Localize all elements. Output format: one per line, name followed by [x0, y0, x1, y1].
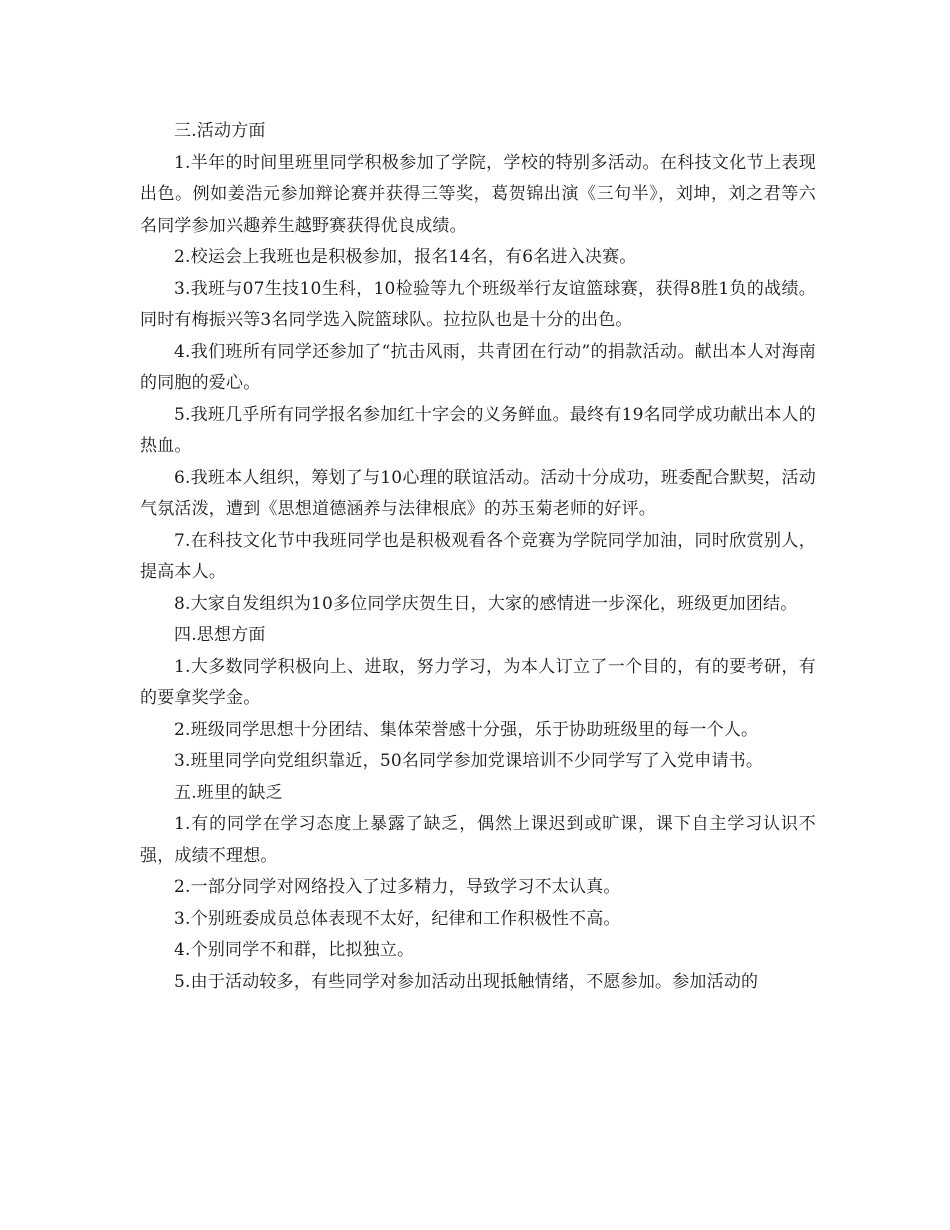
paragraph-item: 6.我班本人组织，筹划了与10心理的联谊活动。活动十分成功，班委配合默契，活动气氛活泼，遭到《思想道德涵养与法律根底》的苏玉菊老师的好评。	[140, 467, 816, 519]
paragraph-item: 3.我班与07生技10生科，10检验等九个班级举行友谊篮球赛，获得8胜1负的战绩。同时有梅振兴等3名同学选入院篮球队。拉拉队也是十分的出色。	[140, 278, 816, 330]
paragraph-item: 4.个别同学不和群，比拟独立。	[174, 940, 415, 960]
document-body	[140, 116, 816, 998]
paragraph-item: 3.班里同学向党组织靠近，50名同学参加党课培训不少同学写了入党申请书。	[174, 751, 764, 771]
paragraph-item: 8.大家自发组织为10多位同学庆贺生日，大家的感情进一步深化，班级更加团结。	[174, 593, 798, 614]
section-heading-shortcomings: 五.班里的缺乏	[174, 782, 283, 803]
paragraph-item: 1.有的同学在学习态度上暴露了缺乏，偶然上课迟到或旷课，课下自主学习认识不强，成绩不理想。	[140, 814, 816, 866]
paragraph-item: 2.班级同学思想十分团结、集体荣誉感十分强，乐于协助班级里的每一个人。	[174, 719, 759, 740]
paragraph-item: 4.我们班所有同学还参加了“抗击风雨，共青团在行动”的捐款活动。献出本人对海南的同胞的爱心。	[140, 341, 816, 393]
paragraph-item: 1.大多数同学积极向上、进取，努力学习，为本人订立了一个目的，有的要考研，有的要拿奖学金。	[140, 656, 816, 708]
paragraph-item: 1.半年的时间里班里同学积极参加了学院，学校的特别多活动。在科技文化节上表现出色。例如姜浩元参加辩论赛并获得三等奖，葛贺锦出演《三句半》，刘坤，刘之君等六名同学参加兴趣养生越野赛获得优良成绩。	[140, 152, 816, 236]
paragraph-item: 7.在科技文化节中我班同学也是积极观看各个竞赛为学院同学加油，同时欣赏别人，提高本人。	[140, 530, 816, 582]
paragraph-item: 3.个别班委成员总体表现不太好，纪律和工作积极性不高。	[174, 908, 621, 929]
paragraph-item: 5.我班几乎所有同学报名参加红十字会的义务鲜血。最终有19名同学成功献出本人的热血。	[140, 404, 816, 456]
section-heading-thought: 四.思想方面	[174, 625, 266, 645]
paragraph-item: 2.校运会上我班也是积极参加，报名14名，有6名进入决赛。	[174, 247, 637, 267]
section-heading-activities: 三.活动方面	[174, 121, 266, 141]
paragraph-item: 2.一部分同学对网络投入了过多精力，导致学习不太认真。	[174, 877, 621, 897]
paragraph-item: 5.由于活动较多，有些同学对参加活动出现抵触情绪，不愿参加。参加活动的	[174, 971, 759, 992]
